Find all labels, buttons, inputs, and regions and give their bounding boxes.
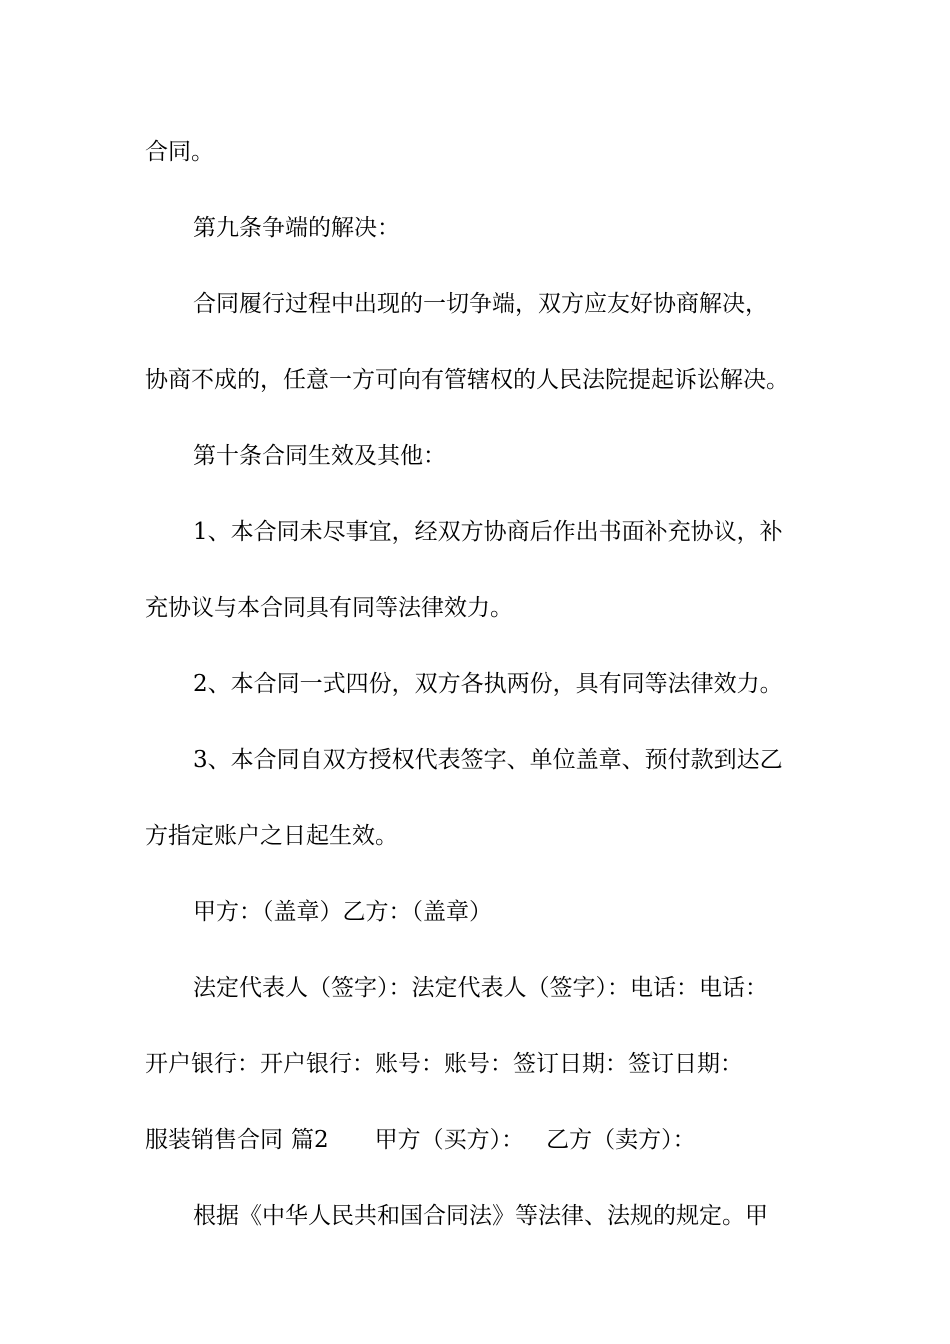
text-line-last: 根据《中华人民共和国合同法》等法律、法规的规定。甲 [193, 1203, 768, 1229]
section-heading-line [145, 1125, 825, 1155]
text-line-4: 协商不成的，任意一方可向有管辖权的人民法院提起诉讼解决。 [145, 367, 789, 393]
clause-1-line-1: 1、本合同未尽事宜，经双方协商后作出书面补充协议，补 [193, 519, 783, 545]
article-10-heading: 第十条合同生效及其他： [193, 443, 446, 469]
clause-3-line-1: 3、本合同自双方授权代表签字、单位盖章、预付款到达乙 [193, 747, 783, 773]
clause-3-line-2: 方指定账户之日起生效。 [145, 823, 398, 849]
text-line-1: 合同。 [145, 139, 214, 165]
text-line-3: 合同履行过程中出现的一切争端，双方应友好协商解决， [193, 291, 768, 317]
seal-line: 甲方：（盖章）乙方：（盖章） [193, 899, 492, 925]
party-a-buyer: 甲方（买方）： [374, 1127, 525, 1153]
bank-info-line: 开户银行：开户银行：账号：账号：签订日期：签订日期： [145, 1051, 743, 1077]
signature-line: 法定代表人（签字）：法定代表人（签字）：电话：电话： [193, 975, 768, 1001]
section-title: 服装销售合同 [145, 1127, 283, 1153]
clause-2: 2、本合同一式四份，双方各执两份，具有同等法律效力。 [193, 671, 783, 697]
article-9-heading: 第九条争端的解决： [193, 215, 400, 241]
section-part: 篇2 [291, 1127, 329, 1153]
party-b-seller: 乙方（卖方）： [546, 1127, 696, 1153]
clause-1-line-2: 充协议与本合同具有同等法律效力。 [145, 595, 513, 621]
